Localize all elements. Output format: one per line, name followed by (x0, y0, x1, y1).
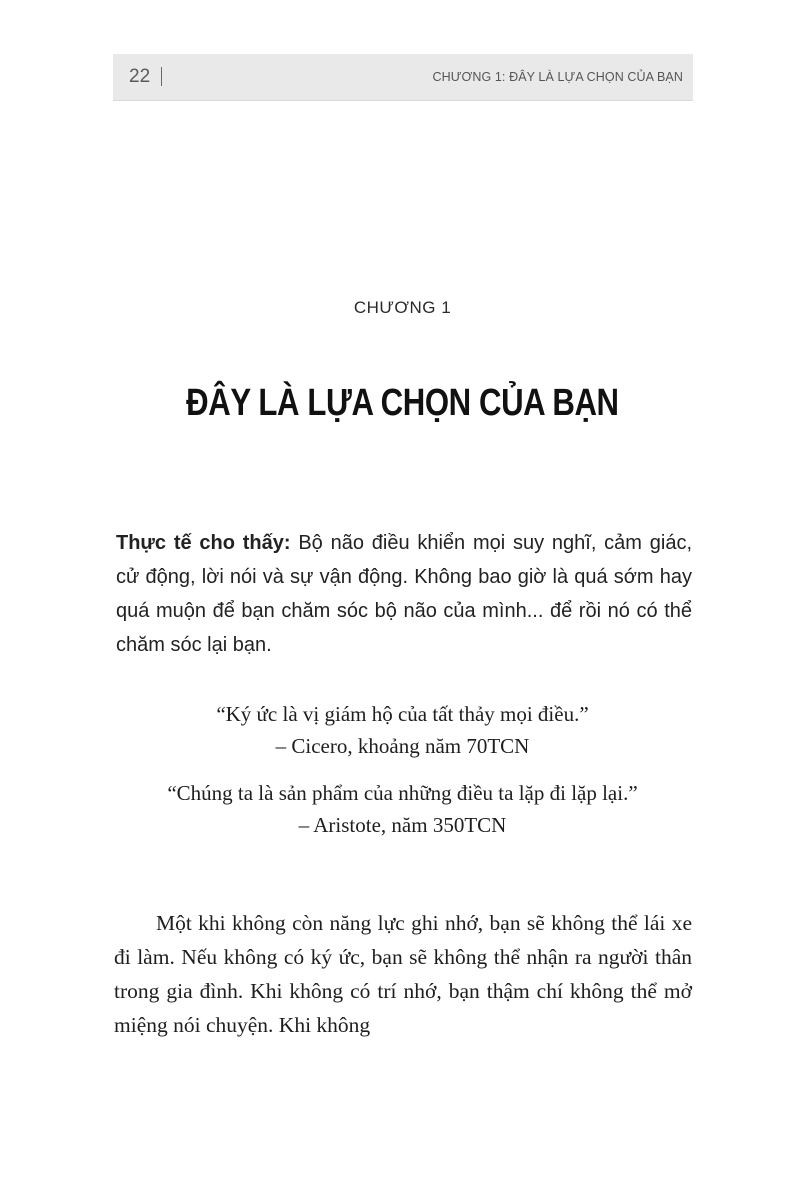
quote-text: “Ký ức là vị giám hộ của tất thảy mọi điều.” (216, 702, 589, 726)
quote-attribution: – Aristote, năm 350TCN (298, 813, 507, 837)
fact-paragraph (116, 526, 692, 662)
fact-lead: Thực tế cho thấy: (116, 532, 291, 554)
running-header (113, 54, 693, 101)
quote-aristote (0, 777, 805, 841)
running-title: CHƯƠNG 1: ĐÂY LÀ LỰA CHỌN CỦA BẠN (432, 70, 683, 84)
quote-text: “Chúng ta là sản phẩm của những điều ta lặp đi lặp lại.” (167, 781, 638, 805)
body-paragraph: Một khi không còn năng lực ghi nhớ, bạn sẽ không thể lái xe đi làm. Nếu không có ký ức, bạn sẽ không thể nhận ra người thân trong gia đình. Khi không có trí nhớ, bạn thậm chí không thể mở miệng nói chuyện. Khi không (114, 911, 692, 1037)
header-divider (161, 67, 162, 86)
page-number: 22 (129, 66, 151, 87)
chapter-title: ĐÂY LÀ LỰA CHỌN CỦA BẠN (186, 382, 619, 424)
quote-cicero (0, 698, 805, 762)
chapter-label: CHƯƠNG 1 (353, 298, 452, 317)
quote-attribution: – Cicero, khoảng năm 70TCN (275, 734, 530, 758)
fact-text: Bộ não điều khiển mọi suy nghĩ, cảm giác, cử động, lời nói và sự vận động. Không bao giờ là quá sớm hay quá muộn để bạn chăm sóc bộ não của mình... để rồi nó có thể chăm sóc lại bạn. (116, 532, 692, 656)
